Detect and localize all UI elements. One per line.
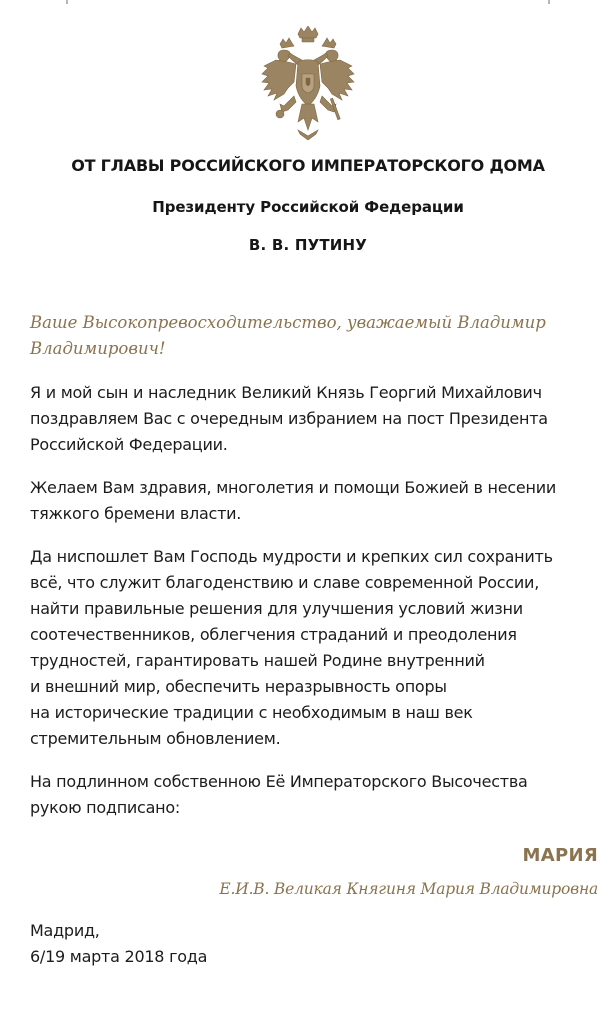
paragraph-line: трудностей, гарантировать нашей Родине внутренний: [30, 651, 485, 670]
date: 6/19 марта 2018 года: [30, 947, 208, 966]
place-and-date: [30, 918, 207, 970]
paragraph-signed-note: [30, 769, 596, 821]
paragraph-line: соотечественников, облегчения страданий и преодоления: [30, 625, 517, 644]
paragraph-line: рукою подписано:: [30, 798, 181, 817]
paragraph-line: Я и мой сын и наследник Великий Князь Георгий Михайлович: [30, 383, 542, 402]
paragraph-blessing: [30, 544, 596, 752]
top-edge-mark-left: [66, 0, 68, 4]
letter-heading: ОТ ГЛАВЫ РОССИЙСКОГО ИМПЕРАТОРСКОГО ДОМА: [71, 156, 545, 175]
paragraph-line: всё, что служит благоденствию и славе современной России,: [30, 573, 540, 592]
addressee-name: В. В. ПУТИНУ: [248, 236, 368, 254]
paragraph-line: На подлинном собственною Её Императорского Высочества: [30, 772, 528, 791]
paragraph-congratulation: [30, 380, 596, 458]
paragraph-line: на исторические традиции с необходимым в наш век: [30, 703, 473, 722]
addressee-title: Президенту Российской Федерации: [152, 198, 464, 216]
double-headed-eagle-icon: [258, 26, 358, 144]
paragraph-wishes: [30, 475, 596, 527]
salutation: Ваше Высокопревосходительство, уважаемый Владимир Владимирович!: [30, 313, 546, 358]
paragraph-line: Российской Федерации.: [30, 435, 228, 454]
paragraph-line: Да ниспошлет Вам Господь мудрости и крепких сил сохранить: [30, 547, 553, 566]
letter-body: [30, 310, 596, 838]
paragraph-line: найти правильные решения для улучшения условий жизни: [30, 599, 523, 618]
paragraph-line: Желаем Вам здравия, многолетия и помощи Божией в несении: [30, 478, 556, 497]
paragraph-line: тяжкого бремени власти.: [30, 504, 242, 523]
paragraph-line: поздравляем Вас с очередным избранием на пост Президента: [30, 409, 548, 428]
signature-title: Е.И.В. Великая Княгиня Мария Владимировна: [219, 880, 598, 898]
place: Мадрид,: [30, 921, 100, 940]
signature-name: МАРИЯ: [522, 845, 598, 866]
paragraph-line: стремительным обновлением.: [30, 729, 281, 748]
top-edge-mark-right: [548, 0, 550, 4]
paragraph-line: и внешний мир, обеспечить неразрывность опоры: [30, 677, 447, 696]
